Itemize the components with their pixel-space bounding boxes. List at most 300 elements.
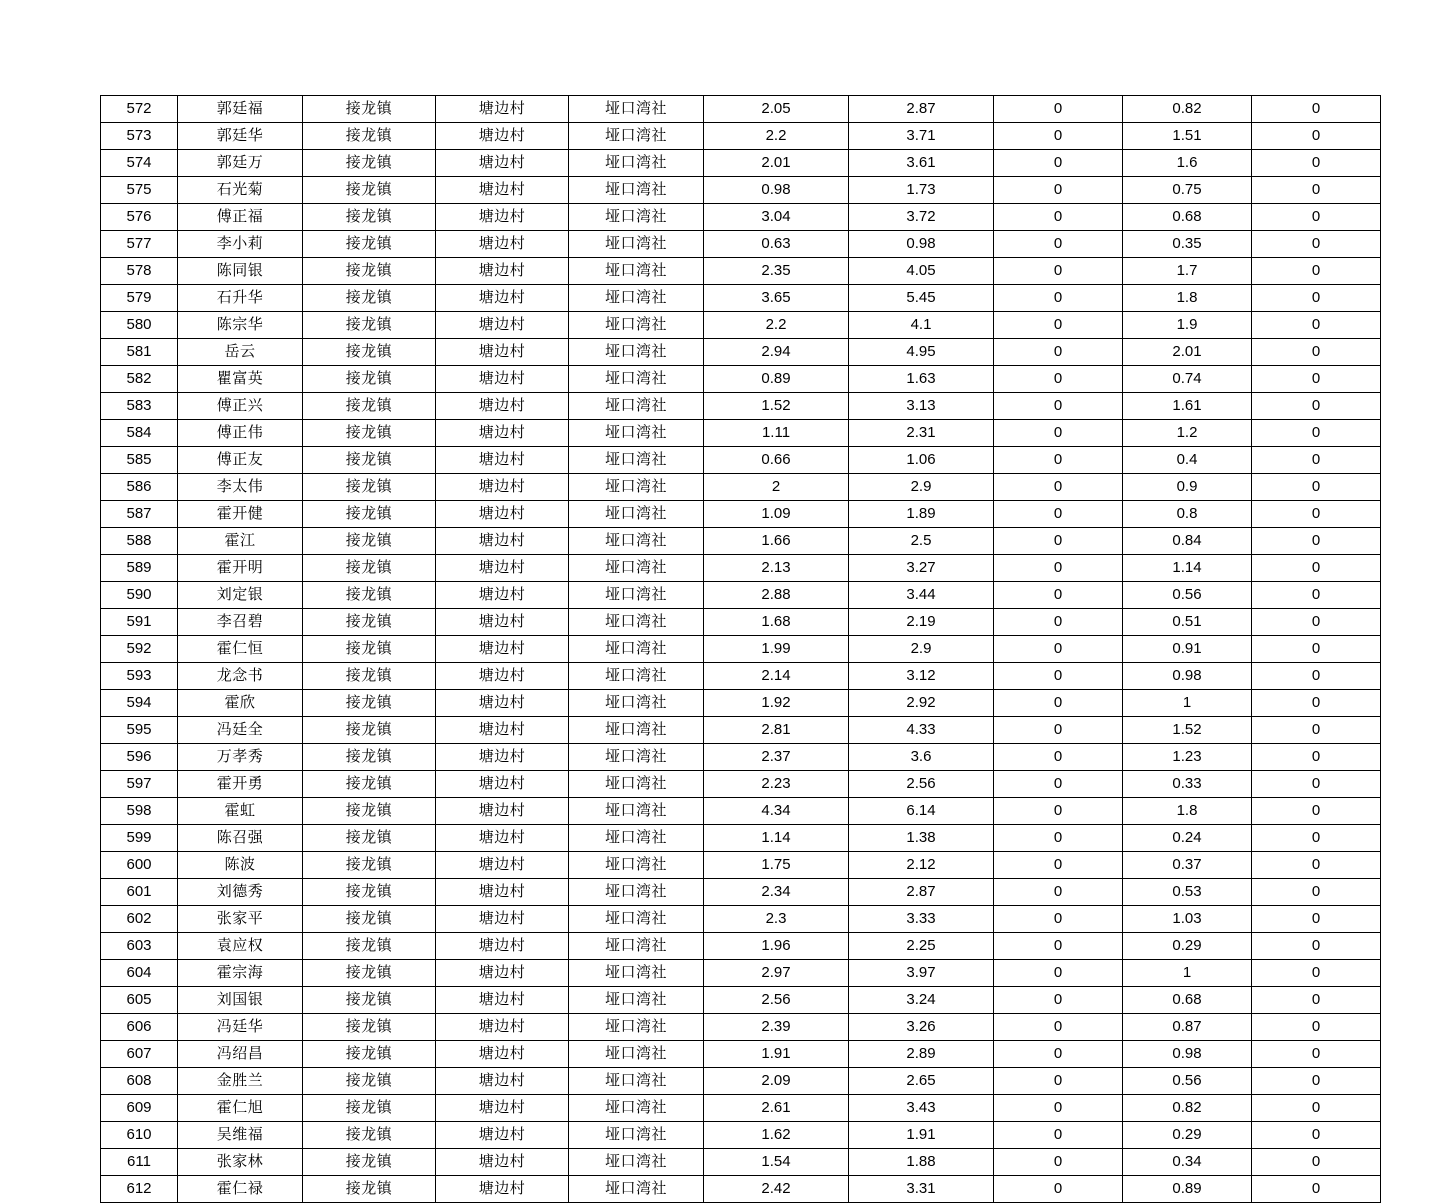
table-row <box>101 960 1381 987</box>
row-village: 塘边村 <box>436 204 569 231</box>
table-row <box>101 312 1381 339</box>
row-value-5: 0 <box>1252 744 1381 771</box>
row-value-4: 1.52 <box>1123 717 1252 744</box>
row-name: 张家平 <box>178 906 303 933</box>
row-index: 607 <box>101 1041 178 1068</box>
row-group: 垭口湾社 <box>569 987 704 1014</box>
row-value-4: 0.89 <box>1123 1176 1252 1203</box>
row-value-5: 0 <box>1252 501 1381 528</box>
row-value-3: 0 <box>994 636 1123 663</box>
row-name: 石升华 <box>178 285 303 312</box>
row-value-5: 0 <box>1252 960 1381 987</box>
row-value-3: 0 <box>994 312 1123 339</box>
row-name: 刘德秀 <box>178 879 303 906</box>
row-name: 岳云 <box>178 339 303 366</box>
row-value-3: 0 <box>994 555 1123 582</box>
row-value-2: 2.87 <box>849 96 994 123</box>
row-name: 陈同银 <box>178 258 303 285</box>
row-value-1: 0.63 <box>704 231 849 258</box>
row-group: 垭口湾社 <box>569 420 704 447</box>
row-value-2: 1.38 <box>849 825 994 852</box>
row-value-2: 2.25 <box>849 933 994 960</box>
row-value-5: 0 <box>1252 177 1381 204</box>
row-index: 593 <box>101 663 178 690</box>
table-row <box>101 555 1381 582</box>
row-value-3: 0 <box>994 663 1123 690</box>
row-value-1: 1.68 <box>704 609 849 636</box>
row-name: 霍开明 <box>178 555 303 582</box>
table-row <box>101 96 1381 123</box>
table-row <box>101 879 1381 906</box>
row-value-3: 0 <box>994 1041 1123 1068</box>
row-town: 接龙镇 <box>303 1149 436 1176</box>
row-town: 接龙镇 <box>303 1095 436 1122</box>
row-value-2: 3.27 <box>849 555 994 582</box>
row-name: 吴维福 <box>178 1122 303 1149</box>
row-value-2: 3.12 <box>849 663 994 690</box>
row-index: 611 <box>101 1149 178 1176</box>
row-name: 傅正福 <box>178 204 303 231</box>
row-village: 塘边村 <box>436 960 569 987</box>
row-group: 垭口湾社 <box>569 231 704 258</box>
row-town: 接龙镇 <box>303 879 436 906</box>
row-village: 塘边村 <box>436 285 569 312</box>
row-name: 龙念书 <box>178 663 303 690</box>
row-value-3: 0 <box>994 96 1123 123</box>
row-group: 垭口湾社 <box>569 393 704 420</box>
row-town: 接龙镇 <box>303 1176 436 1203</box>
row-index: 592 <box>101 636 178 663</box>
row-town: 接龙镇 <box>303 204 436 231</box>
row-group: 垭口湾社 <box>569 609 704 636</box>
row-town: 接龙镇 <box>303 987 436 1014</box>
row-index: 595 <box>101 717 178 744</box>
row-village: 塘边村 <box>436 420 569 447</box>
row-value-5: 0 <box>1252 1068 1381 1095</box>
row-town: 接龙镇 <box>303 636 436 663</box>
row-index: 573 <box>101 123 178 150</box>
row-village: 塘边村 <box>436 474 569 501</box>
row-value-5: 0 <box>1252 366 1381 393</box>
row-value-1: 1.96 <box>704 933 849 960</box>
row-value-4: 0.91 <box>1123 636 1252 663</box>
row-index: 589 <box>101 555 178 582</box>
row-group: 垭口湾社 <box>569 1014 704 1041</box>
row-index: 602 <box>101 906 178 933</box>
row-group: 垭口湾社 <box>569 150 704 177</box>
row-value-1: 3.65 <box>704 285 849 312</box>
table-row <box>101 1014 1381 1041</box>
row-group: 垭口湾社 <box>569 960 704 987</box>
row-value-2: 3.33 <box>849 906 994 933</box>
row-value-5: 0 <box>1252 555 1381 582</box>
table-row <box>101 123 1381 150</box>
row-value-5: 0 <box>1252 393 1381 420</box>
row-value-3: 0 <box>994 393 1123 420</box>
row-value-4: 0.75 <box>1123 177 1252 204</box>
row-name: 郭廷福 <box>178 96 303 123</box>
row-index: 581 <box>101 339 178 366</box>
row-name: 李太伟 <box>178 474 303 501</box>
table-row <box>101 987 1381 1014</box>
row-group: 垭口湾社 <box>569 798 704 825</box>
row-value-5: 0 <box>1252 690 1381 717</box>
row-index: 583 <box>101 393 178 420</box>
row-value-2: 4.95 <box>849 339 994 366</box>
row-value-4: 1.6 <box>1123 150 1252 177</box>
row-value-1: 1.66 <box>704 528 849 555</box>
row-value-1: 2.39 <box>704 1014 849 1041</box>
row-name: 傅正兴 <box>178 393 303 420</box>
row-value-4: 0.37 <box>1123 852 1252 879</box>
row-value-3: 0 <box>994 879 1123 906</box>
row-village: 塘边村 <box>436 690 569 717</box>
row-index: 604 <box>101 960 178 987</box>
row-village: 塘边村 <box>436 555 569 582</box>
row-group: 垭口湾社 <box>569 636 704 663</box>
row-value-4: 0.84 <box>1123 528 1252 555</box>
row-value-3: 0 <box>994 987 1123 1014</box>
row-value-2: 2.9 <box>849 636 994 663</box>
row-value-3: 0 <box>994 231 1123 258</box>
row-value-3: 0 <box>994 528 1123 555</box>
row-name: 霍开健 <box>178 501 303 528</box>
row-village: 塘边村 <box>436 447 569 474</box>
row-index: 575 <box>101 177 178 204</box>
row-value-1: 1.99 <box>704 636 849 663</box>
row-value-4: 0.29 <box>1123 933 1252 960</box>
row-town: 接龙镇 <box>303 447 436 474</box>
row-value-5: 0 <box>1252 204 1381 231</box>
row-value-2: 4.33 <box>849 717 994 744</box>
row-village: 塘边村 <box>436 150 569 177</box>
row-value-3: 0 <box>994 609 1123 636</box>
row-name: 霍仁恒 <box>178 636 303 663</box>
row-village: 塘边村 <box>436 582 569 609</box>
table-row <box>101 582 1381 609</box>
row-index: 587 <box>101 501 178 528</box>
row-town: 接龙镇 <box>303 366 436 393</box>
row-value-1: 2.13 <box>704 555 849 582</box>
table-row <box>101 258 1381 285</box>
row-index: 606 <box>101 1014 178 1041</box>
row-value-4: 1 <box>1123 960 1252 987</box>
row-value-5: 0 <box>1252 528 1381 555</box>
table-row <box>101 1095 1381 1122</box>
table-row <box>101 150 1381 177</box>
row-value-4: 0.98 <box>1123 1041 1252 1068</box>
row-index: 594 <box>101 690 178 717</box>
row-value-1: 2.35 <box>704 258 849 285</box>
row-value-5: 0 <box>1252 933 1381 960</box>
row-value-1: 1.92 <box>704 690 849 717</box>
table-row <box>101 1041 1381 1068</box>
row-value-3: 0 <box>994 906 1123 933</box>
row-village: 塘边村 <box>436 366 569 393</box>
row-value-1: 4.34 <box>704 798 849 825</box>
row-town: 接龙镇 <box>303 96 436 123</box>
row-value-4: 0.51 <box>1123 609 1252 636</box>
row-value-3: 0 <box>994 717 1123 744</box>
row-group: 垭口湾社 <box>569 825 704 852</box>
row-value-3: 0 <box>994 123 1123 150</box>
row-name: 霍仁旭 <box>178 1095 303 1122</box>
row-town: 接龙镇 <box>303 852 436 879</box>
row-value-5: 0 <box>1252 1176 1381 1203</box>
row-index: 591 <box>101 609 178 636</box>
row-town: 接龙镇 <box>303 582 436 609</box>
row-group: 垭口湾社 <box>569 123 704 150</box>
row-name: 金胜兰 <box>178 1068 303 1095</box>
table-row <box>101 366 1381 393</box>
row-group: 垭口湾社 <box>569 501 704 528</box>
row-value-3: 0 <box>994 798 1123 825</box>
row-value-3: 0 <box>994 582 1123 609</box>
row-town: 接龙镇 <box>303 825 436 852</box>
row-value-3: 0 <box>994 852 1123 879</box>
row-value-2: 5.45 <box>849 285 994 312</box>
row-value-5: 0 <box>1252 1122 1381 1149</box>
row-village: 塘边村 <box>436 879 569 906</box>
row-group: 垭口湾社 <box>569 312 704 339</box>
row-value-4: 0.82 <box>1123 96 1252 123</box>
row-index: 601 <box>101 879 178 906</box>
row-value-5: 0 <box>1252 285 1381 312</box>
row-value-2: 2.5 <box>849 528 994 555</box>
row-village: 塘边村 <box>436 96 569 123</box>
row-value-4: 1.9 <box>1123 312 1252 339</box>
table-row <box>101 906 1381 933</box>
row-town: 接龙镇 <box>303 528 436 555</box>
row-value-2: 4.05 <box>849 258 994 285</box>
row-value-4: 0.9 <box>1123 474 1252 501</box>
row-value-1: 3.04 <box>704 204 849 231</box>
row-group: 垭口湾社 <box>569 1095 704 1122</box>
row-group: 垭口湾社 <box>569 663 704 690</box>
row-village: 塘边村 <box>436 1122 569 1149</box>
row-index: 597 <box>101 771 178 798</box>
row-value-3: 0 <box>994 501 1123 528</box>
row-name: 瞿富英 <box>178 366 303 393</box>
table-row <box>101 285 1381 312</box>
row-village: 塘边村 <box>436 744 569 771</box>
row-group: 垭口湾社 <box>569 285 704 312</box>
row-value-4: 0.98 <box>1123 663 1252 690</box>
row-value-2: 3.31 <box>849 1176 994 1203</box>
row-village: 塘边村 <box>436 933 569 960</box>
row-group: 垭口湾社 <box>569 204 704 231</box>
row-value-5: 0 <box>1252 987 1381 1014</box>
row-name: 刘国银 <box>178 987 303 1014</box>
row-value-4: 0.29 <box>1123 1122 1252 1149</box>
row-value-1: 2.2 <box>704 123 849 150</box>
row-value-2: 2.31 <box>849 420 994 447</box>
row-name: 霍仁禄 <box>178 1176 303 1203</box>
table-row <box>101 744 1381 771</box>
table-row <box>101 798 1381 825</box>
row-village: 塘边村 <box>436 312 569 339</box>
row-group: 垭口湾社 <box>569 555 704 582</box>
row-value-3: 0 <box>994 933 1123 960</box>
data-table <box>100 95 1381 1203</box>
row-name: 郭廷华 <box>178 123 303 150</box>
row-village: 塘边村 <box>436 339 569 366</box>
row-group: 垭口湾社 <box>569 1149 704 1176</box>
row-value-2: 6.14 <box>849 798 994 825</box>
row-index: 577 <box>101 231 178 258</box>
row-village: 塘边村 <box>436 663 569 690</box>
row-value-5: 0 <box>1252 1041 1381 1068</box>
row-town: 接龙镇 <box>303 1068 436 1095</box>
row-index: 598 <box>101 798 178 825</box>
row-value-4: 1 <box>1123 690 1252 717</box>
row-value-3: 0 <box>994 960 1123 987</box>
row-value-4: 1.8 <box>1123 798 1252 825</box>
row-value-4: 0.33 <box>1123 771 1252 798</box>
row-value-3: 0 <box>994 825 1123 852</box>
table-row <box>101 474 1381 501</box>
row-value-1: 2.23 <box>704 771 849 798</box>
row-value-2: 2.9 <box>849 474 994 501</box>
row-value-1: 2.81 <box>704 717 849 744</box>
row-value-3: 0 <box>994 1149 1123 1176</box>
row-name: 陈波 <box>178 852 303 879</box>
row-index: 612 <box>101 1176 178 1203</box>
row-group: 垭口湾社 <box>569 528 704 555</box>
row-value-1: 2.56 <box>704 987 849 1014</box>
row-village: 塘边村 <box>436 123 569 150</box>
row-village: 塘边村 <box>436 231 569 258</box>
row-value-1: 2.94 <box>704 339 849 366</box>
row-value-4: 1.51 <box>1123 123 1252 150</box>
row-town: 接龙镇 <box>303 744 436 771</box>
row-group: 垭口湾社 <box>569 1068 704 1095</box>
row-value-5: 0 <box>1252 798 1381 825</box>
row-group: 垭口湾社 <box>569 906 704 933</box>
row-value-1: 2.05 <box>704 96 849 123</box>
row-value-5: 0 <box>1252 474 1381 501</box>
table-row <box>101 825 1381 852</box>
row-town: 接龙镇 <box>303 1122 436 1149</box>
row-village: 塘边村 <box>436 771 569 798</box>
row-town: 接龙镇 <box>303 1014 436 1041</box>
row-value-5: 0 <box>1252 582 1381 609</box>
row-value-1: 2.01 <box>704 150 849 177</box>
row-value-5: 0 <box>1252 447 1381 474</box>
row-name: 万孝秀 <box>178 744 303 771</box>
row-value-5: 0 <box>1252 852 1381 879</box>
row-value-3: 0 <box>994 339 1123 366</box>
row-value-5: 0 <box>1252 1095 1381 1122</box>
row-value-3: 0 <box>994 204 1123 231</box>
row-group: 垭口湾社 <box>569 1176 704 1203</box>
row-value-5: 0 <box>1252 663 1381 690</box>
row-value-1: 2.3 <box>704 906 849 933</box>
row-value-1: 1.62 <box>704 1122 849 1149</box>
row-village: 塘边村 <box>436 1176 569 1203</box>
row-village: 塘边村 <box>436 177 569 204</box>
table-row <box>101 447 1381 474</box>
row-value-5: 0 <box>1252 636 1381 663</box>
row-value-4: 0.82 <box>1123 1095 1252 1122</box>
table-row <box>101 852 1381 879</box>
row-name: 冯廷华 <box>178 1014 303 1041</box>
row-value-4: 0.53 <box>1123 879 1252 906</box>
row-group: 垭口湾社 <box>569 447 704 474</box>
row-value-1: 1.52 <box>704 393 849 420</box>
row-town: 接龙镇 <box>303 798 436 825</box>
row-name: 石光菊 <box>178 177 303 204</box>
row-value-4: 1.61 <box>1123 393 1252 420</box>
row-village: 塘边村 <box>436 1041 569 1068</box>
row-value-3: 0 <box>994 771 1123 798</box>
row-index: 584 <box>101 420 178 447</box>
table-row <box>101 1068 1381 1095</box>
row-name: 张家林 <box>178 1149 303 1176</box>
row-value-1: 2.88 <box>704 582 849 609</box>
row-value-5: 0 <box>1252 312 1381 339</box>
table-row <box>101 663 1381 690</box>
row-town: 接龙镇 <box>303 717 436 744</box>
row-value-2: 3.61 <box>849 150 994 177</box>
table-row <box>101 501 1381 528</box>
row-group: 垭口湾社 <box>569 339 704 366</box>
row-value-2: 1.63 <box>849 366 994 393</box>
row-value-3: 0 <box>994 744 1123 771</box>
row-value-1: 2.34 <box>704 879 849 906</box>
row-value-2: 3.71 <box>849 123 994 150</box>
row-village: 塘边村 <box>436 636 569 663</box>
row-value-5: 0 <box>1252 1149 1381 1176</box>
row-value-4: 0.35 <box>1123 231 1252 258</box>
row-value-5: 0 <box>1252 420 1381 447</box>
row-value-4: 0.74 <box>1123 366 1252 393</box>
row-value-1: 1.14 <box>704 825 849 852</box>
row-name: 霍宗海 <box>178 960 303 987</box>
row-name: 冯廷全 <box>178 717 303 744</box>
row-value-4: 0.24 <box>1123 825 1252 852</box>
row-name: 陈宗华 <box>178 312 303 339</box>
row-group: 垭口湾社 <box>569 258 704 285</box>
row-town: 接龙镇 <box>303 420 436 447</box>
row-index: 596 <box>101 744 178 771</box>
row-town: 接龙镇 <box>303 150 436 177</box>
row-index: 599 <box>101 825 178 852</box>
row-group: 垭口湾社 <box>569 1122 704 1149</box>
row-value-4: 0.8 <box>1123 501 1252 528</box>
table-row <box>101 933 1381 960</box>
row-value-5: 0 <box>1252 150 1381 177</box>
row-index: 608 <box>101 1068 178 1095</box>
table-row <box>101 420 1381 447</box>
row-town: 接龙镇 <box>303 609 436 636</box>
row-town: 接龙镇 <box>303 690 436 717</box>
row-value-2: 2.56 <box>849 771 994 798</box>
table-body <box>101 96 1381 1203</box>
row-value-3: 0 <box>994 150 1123 177</box>
table-row <box>101 1149 1381 1176</box>
row-index: 578 <box>101 258 178 285</box>
table-row <box>101 636 1381 663</box>
row-village: 塘边村 <box>436 258 569 285</box>
row-value-5: 0 <box>1252 1014 1381 1041</box>
row-name: 李召碧 <box>178 609 303 636</box>
row-value-4: 0.68 <box>1123 204 1252 231</box>
table-row <box>101 609 1381 636</box>
row-value-2: 2.87 <box>849 879 994 906</box>
row-value-5: 0 <box>1252 879 1381 906</box>
row-value-2: 3.43 <box>849 1095 994 1122</box>
